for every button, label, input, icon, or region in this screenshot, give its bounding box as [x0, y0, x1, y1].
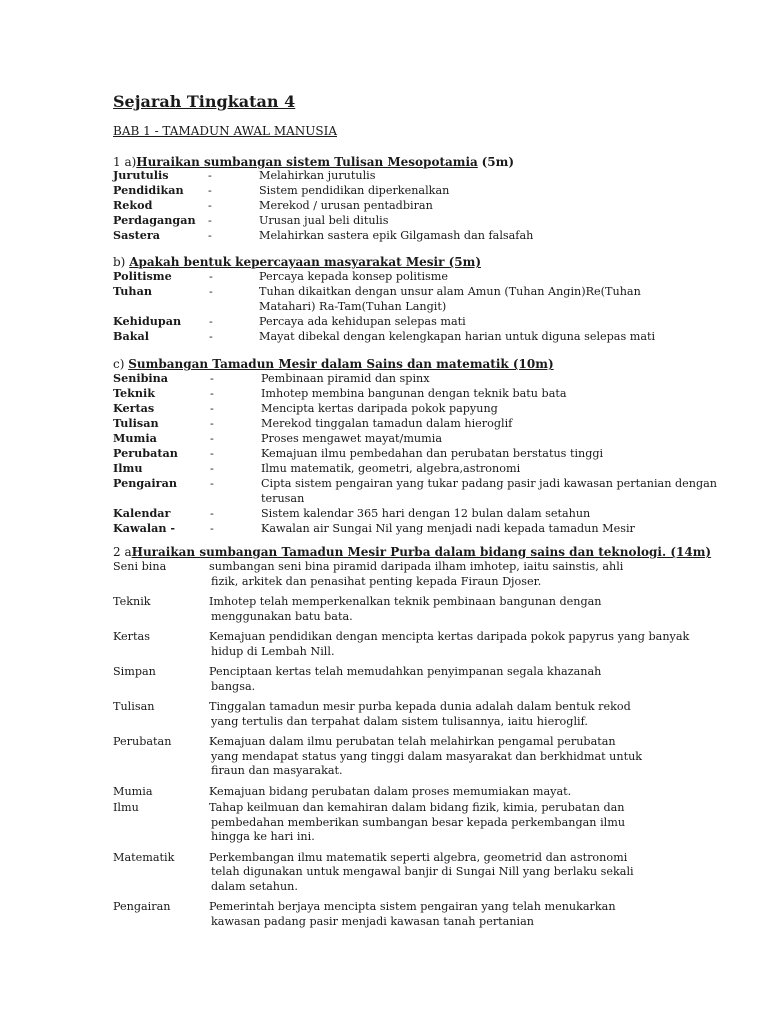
item-lines	[0, 630, 768, 659]
item-value: Merekod / urusan pentadbiran	[259, 199, 433, 212]
item-key: Tulisan	[113, 700, 155, 713]
question-b-text: Apakah bentuk kepercayaan masyarakat Mesir (5m)	[129, 255, 482, 269]
item-line: dalam setahun.	[211, 879, 298, 893]
item-dash: -	[210, 477, 214, 490]
item-line: hidup di Lembah Nill.	[211, 644, 335, 658]
list-item	[0, 284, 768, 299]
question-b-list	[0, 269, 768, 344]
list-item	[0, 630, 768, 659]
item-line: Kemajuan pendidikan dengan mencipta kertas daripada pokok papyrus yang banyak	[209, 630, 690, 643]
item-line: menggunakan batu bata.	[211, 609, 353, 623]
list-item	[0, 851, 768, 895]
question-1a-heading	[113, 155, 514, 169]
list-item	[0, 476, 768, 491]
item-dash: -	[210, 402, 214, 415]
item-dash: -	[209, 285, 213, 298]
item-dash: -	[210, 522, 214, 535]
item-value: Percaya kepada konsep politisme	[259, 270, 448, 283]
item-value-continuation: terusan	[261, 492, 305, 505]
item-dash: -	[208, 199, 212, 212]
item-key: Teknik	[113, 386, 156, 400]
item-lines	[0, 785, 768, 800]
item-key: Mumia	[113, 431, 157, 445]
item-value: Kawalan air Sungai Nil yang menjadi nadi kepada tamadun Mesir	[261, 522, 635, 535]
item-key: Pengairan	[113, 900, 171, 913]
item-dash: -	[208, 229, 212, 242]
item-line: Kemajuan bidang perubatan dalam proses memumiakan mayat.	[209, 784, 572, 798]
list-item	[0, 416, 768, 431]
item-value: Mayat dibekal dengan kelengkapan harian untuk diguna selepas mati	[259, 330, 656, 343]
item-line: Penciptaan kertas telah memudahkan penyimpanan segala khazanah	[209, 665, 602, 678]
item-dash: -	[208, 214, 212, 227]
item-value: Cipta sistem pengairan yang tukar padang pasir jadi kawasan pertanian dengan	[261, 477, 717, 490]
list-item	[0, 446, 768, 461]
item-dash: -	[208, 169, 212, 182]
item-key: Pengairan	[113, 476, 177, 490]
list-item	[0, 521, 768, 536]
list-item	[0, 900, 768, 929]
item-key: Simpan	[113, 665, 156, 678]
list-item	[0, 700, 768, 729]
item-key: Seni bina	[113, 560, 167, 573]
list-item	[0, 801, 768, 845]
item-line: pembedahan memberikan sumbangan besar kepada perkembangan ilmu	[211, 815, 626, 829]
item-key: Matematik	[113, 850, 175, 864]
item-value: Proses mengawet mayat/mumia	[261, 432, 442, 445]
item-dash: -	[210, 447, 214, 460]
item-line: firaun dan masyarakat.	[211, 764, 343, 777]
question-1a-list	[0, 168, 768, 243]
question-2a-list	[0, 560, 768, 935]
question-1a-marks: (5m)	[481, 155, 515, 169]
item-line: yang mendapat status yang tinggi dalam masyarakat dan berkhidmat untuk	[211, 749, 643, 763]
page-title: Sejarah Tingkatan 4	[113, 92, 296, 111]
list-item	[0, 431, 768, 446]
list-item	[0, 735, 768, 779]
list-item	[0, 314, 768, 329]
item-lines	[0, 900, 768, 929]
item-key: Tulisan	[113, 416, 159, 430]
item-value: Sistem kalendar 365 hari dengan 12 bulan dalam setahun	[261, 507, 591, 520]
item-dash: -	[210, 387, 214, 400]
question-2a-prefix: 2 a	[113, 545, 132, 559]
item-line: kawasan padang pasir menjadi kawasan tanah pertanian	[211, 914, 535, 928]
item-line: Perkembangan ilmu matematik seperti algebra, geometrid dan astronomi	[209, 850, 628, 864]
item-lines	[0, 851, 768, 895]
item-value: Ilmu matematik, geometri, algebra,astronomi	[261, 462, 521, 475]
item-key: Jurutulis	[113, 168, 169, 182]
item-value: Kemajuan ilmu pembedahan dan perubatan berstatus tinggi	[261, 447, 604, 460]
item-key: Kawalan -	[113, 521, 176, 535]
item-line: Tinggalan tamadun mesir purba kepada dunia adalah dalam bentuk rekod	[209, 700, 631, 713]
item-key: Kertas	[113, 401, 155, 415]
list-item	[0, 665, 768, 694]
item-dash: -	[209, 330, 213, 343]
list-item	[0, 183, 768, 198]
question-b-prefix: b)	[113, 255, 126, 269]
item-lines	[0, 595, 768, 624]
item-line: fizik, arkitek dan penasihat penting kepada Firaun Djoser.	[211, 574, 542, 588]
item-dash: -	[210, 432, 214, 445]
list-item	[0, 506, 768, 521]
item-key: Kehidupan	[113, 314, 182, 328]
item-lines	[0, 700, 768, 729]
item-key: Politisme	[113, 269, 172, 283]
item-dash: -	[210, 507, 214, 520]
list-item	[0, 329, 768, 344]
item-dash: -	[209, 315, 213, 328]
item-value-continuation: Matahari) Ra-Tam(Tuhan Langit)	[259, 300, 447, 313]
question-b-heading	[113, 255, 481, 269]
list-item	[0, 168, 768, 183]
chapter-heading: BAB 1 - TAMADUN AWAL MANUSIA	[113, 124, 338, 138]
item-key: Perdagangan	[113, 213, 196, 227]
list-item	[0, 371, 768, 386]
item-key: Kalendar	[113, 506, 171, 520]
item-value: Melahirkan sastera epik Gilgamash dan falsafah	[259, 229, 534, 242]
item-lines	[0, 560, 768, 589]
list-item-continuation	[0, 299, 768, 314]
item-value: Mencipta kertas daripada pokok papyung	[261, 402, 498, 415]
item-key: Senibina	[113, 371, 169, 385]
item-key: Mumia	[113, 784, 153, 798]
list-item	[0, 401, 768, 416]
item-key: Perubatan	[113, 735, 172, 748]
question-2a-heading	[113, 545, 711, 559]
item-key: Sastera	[113, 228, 161, 242]
list-item-continuation	[0, 491, 768, 506]
item-value: Imhotep membina bangunan dengan teknik batu bata	[261, 387, 567, 400]
item-lines	[0, 665, 768, 694]
item-key: Tuhan	[113, 284, 152, 298]
item-dash: -	[208, 184, 212, 197]
item-dash: -	[210, 372, 214, 385]
item-key: Ilmu	[113, 801, 139, 814]
item-value: Merekod tinggalan tamadun dalam hieroglif	[261, 417, 513, 430]
item-line: telah digunakan untuk mengawal banjir di Sungai Nill yang berlaku sekali	[211, 865, 634, 878]
list-item	[0, 213, 768, 228]
item-value: Sistem pendidikan diperkenalkan	[259, 184, 450, 197]
question-2a-text: Huraikan sumbangan Tamadun Mesir Purba dalam bidang sains dan teknologi. (14m)	[131, 545, 712, 559]
item-line: Kemajuan dalam ilmu perubatan telah melahirkan pengamal perubatan	[209, 735, 616, 748]
item-key: Pendidikan	[113, 183, 184, 197]
list-item	[0, 560, 768, 589]
list-item	[0, 386, 768, 401]
item-value: Urusan jual beli ditulis	[259, 214, 389, 227]
item-lines	[0, 735, 768, 779]
item-line: hingga ke hari ini.	[211, 830, 315, 843]
item-dash: -	[209, 270, 213, 283]
item-key: Kertas	[113, 630, 150, 643]
item-lines	[0, 801, 768, 845]
item-line: Tahap keilmuan dan kemahiran dalam bidang fizik, kimia, perubatan dan	[209, 801, 625, 814]
item-value: Percaya ada kehidupan selepas mati	[259, 315, 466, 328]
item-value: Melahirkan jurutulis	[259, 169, 376, 182]
question-c-heading	[113, 357, 554, 371]
list-item	[0, 269, 768, 284]
list-item	[0, 461, 768, 476]
question-1a-text: Huraikan sumbangan sistem Tulisan Mesopotamia	[136, 155, 478, 169]
item-line: sumbangan seni bina piramid daripada ilham imhotep, iaitu sainstis, ahli	[209, 560, 624, 573]
item-key: Teknik	[113, 595, 151, 608]
item-key: Perubatan	[113, 446, 178, 460]
list-item	[0, 198, 768, 213]
item-line: bangsa.	[211, 679, 256, 693]
item-key: Bakal	[113, 329, 149, 343]
item-dash: -	[210, 417, 214, 430]
list-item	[0, 228, 768, 243]
question-c-prefix: c)	[113, 357, 125, 371]
question-c-list	[0, 371, 768, 536]
list-item	[0, 595, 768, 624]
question-1a-prefix: 1 a)	[113, 155, 137, 169]
item-line: Pemerintah berjaya mencipta sistem pengairan yang telah menukarkan	[209, 900, 616, 913]
list-item	[0, 785, 768, 800]
item-value: Tuhan dikaitkan dengan unsur alam Amun (Tuhan Angin)Re(Tuhan	[259, 285, 641, 298]
item-key: Ilmu	[113, 461, 143, 475]
item-key: Rekod	[113, 198, 153, 212]
question-c-text: Sumbangan Tamadun Mesir dalam Sains dan matematik (10m)	[128, 357, 554, 371]
item-dash: -	[210, 462, 214, 475]
item-value: Pembinaan piramid dan spinx	[261, 372, 430, 385]
item-line: Imhotep telah memperkenalkan teknik pembinaan bangunan dengan	[209, 595, 602, 608]
item-line: yang tertulis dan terpahat dalam sistem tulisannya, iaitu hieroglif.	[211, 714, 588, 728]
